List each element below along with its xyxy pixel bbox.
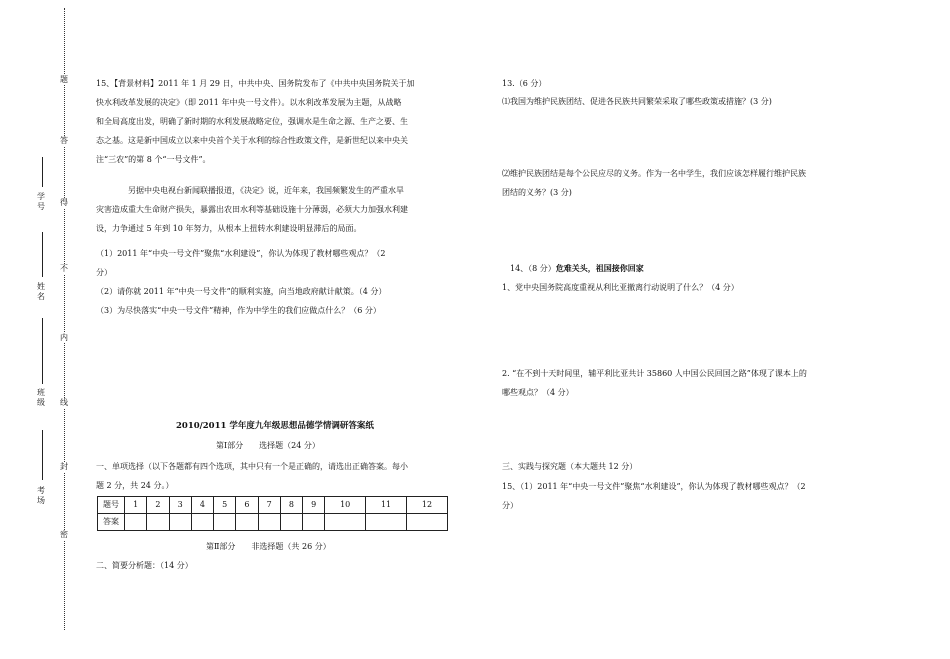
right-q15-line-1: 15、（1）2011 年“中央一号文件”聚焦“水利建设”，你认为体现了教材哪些观点？（2 — [502, 482, 806, 491]
answer-table — [97, 496, 448, 531]
q14-part-1: 1、党中央国务院高度重视从利比亚撤离行动说明了什么？（4 分） — [502, 283, 739, 292]
student-id-label: 学号 — [37, 192, 45, 211]
answer-cell[interactable] — [214, 514, 236, 531]
q15-background — [96, 74, 415, 169]
single-choice-instructions — [96, 457, 408, 495]
answer-cell[interactable] — [125, 514, 147, 531]
table-number-cell: 10 — [325, 497, 366, 514]
answer-cell[interactable] — [366, 514, 407, 531]
q15-line-4: 态之基。这是新中国成立以来中央首个关于水利的综合性政策文件，是新世纪以来中央关 — [96, 136, 408, 145]
table-row-answers — [98, 514, 448, 531]
table-number-cell: 12 — [406, 497, 447, 514]
seal-char-xian: 线 — [60, 398, 68, 407]
right-q15 — [502, 477, 806, 515]
section-3-heading: 三、实践与探究题（本大题共 12 分） — [502, 462, 638, 471]
q15-line-5: 注“三农”的第 8 个“一号文件”。 — [96, 155, 211, 164]
seal-char-feng: 封 — [60, 462, 68, 471]
q15-sub-3: （3）为尽快落实“中央一号文件”精神，作为中学生的我们应做点什么？（6 分） — [96, 306, 381, 315]
answer-cell[interactable] — [169, 514, 191, 531]
q13-title: 13.（6 分） — [502, 79, 547, 88]
single-choice-line-1: 一、单项选择（以下各题都有四个选项，其中只有一个是正确的，请选出正确答案。每小 — [96, 462, 408, 471]
right-q15-line-2: 分） — [502, 501, 518, 510]
q15-line-3: 和全局高度出发，明确了新时期的水利发展战略定位，强调水是生命之源、生产之要、生 — [96, 117, 408, 126]
class-label: 班级 — [37, 388, 45, 407]
answer-cell[interactable] — [258, 514, 280, 531]
answer-cell[interactable] — [280, 514, 302, 531]
q13-part-2-line-2: 团结的义务？(3 分) — [502, 188, 572, 197]
q14-prefix: 14、（8 分） — [510, 264, 556, 273]
table-number-cell: 8 — [280, 497, 302, 514]
exam-room-label: 考场 — [37, 486, 45, 505]
table-number-cell: 5 — [214, 497, 236, 514]
table-head-cell: 题号 — [98, 497, 125, 514]
q13-part-2-line-1: ⑵维护民族团结是每个公民应尽的义务。作为一名中学生，我们应该怎样履行维护民族 — [502, 169, 806, 178]
seal-char-da: 答 — [60, 136, 68, 145]
table-number-cell: 6 — [236, 497, 258, 514]
table-number-cell: 4 — [191, 497, 213, 514]
q14-part-2-line-1: 2. “在不到十天时间里，辅平利比亚共计 35860 人中国公民回国之路”体现了课本上的 — [502, 369, 807, 378]
table-number-cell: 9 — [303, 497, 325, 514]
single-choice-line-2: 题 2 分，共 24 分。） — [96, 481, 174, 490]
q15-p2-line-2: 灾害造成重大生命财产损失，暴露出农田水利等基础设施十分薄弱，必须大力加强水利建 — [96, 205, 408, 214]
q15-sub-1-cont: 分） — [96, 268, 112, 277]
part-2-heading: 第Ⅱ部分 非选择题（共 26 分） — [206, 542, 331, 551]
answer-sheet-title: 2010/2011 学年度九年级思想品德学情调研答案纸 — [176, 421, 374, 431]
class-line — [42, 318, 43, 384]
q13-part-1: ⑴我国为维护民族团结、促进各民族共同繁荣采取了哪些政策或措施？(3 分) — [502, 97, 772, 106]
name-label: 姓名 — [37, 282, 45, 301]
q14-part-2 — [502, 364, 807, 402]
q15-paragraph-2 — [96, 181, 408, 238]
q14-heading — [510, 264, 644, 274]
q15-subquestions — [96, 244, 386, 320]
table-number-cell: 11 — [366, 497, 407, 514]
answer-cell[interactable] — [191, 514, 213, 531]
table-number-cell: 3 — [169, 497, 191, 514]
table-answer-label: 答案 — [98, 514, 125, 531]
student-id-line — [42, 157, 43, 187]
part-1-heading: 第Ⅰ部分 选择题（24 分） — [216, 441, 320, 450]
table-number-cell: 1 — [125, 497, 147, 514]
q15-line-2: 快水利改革发展的决定》（即 2011 年中央一号文件）。以水利改革发展为主题，从战略 — [96, 98, 402, 107]
seal-char-de: 得 — [60, 198, 68, 207]
short-analysis-heading: 二、简要分析题：（14 分） — [96, 561, 193, 570]
q15-sub-2: （2）请你就 2011 年“中央一号文件”的顺利实施，向当地政府献计献策。（4 分） — [96, 287, 387, 296]
exam-room-line — [42, 430, 43, 480]
seal-char-ti: 题 — [60, 75, 68, 84]
q14-title: 危难关头，祖国接你回家 — [555, 263, 644, 273]
answer-cell[interactable] — [147, 514, 169, 531]
q15-sub-1: （1）2011 年“中央一号文件”聚焦“水利建设”，你认为体现了教材哪些观点？（2 — [96, 249, 386, 258]
q13-part-2 — [502, 164, 806, 202]
answer-cell[interactable] — [303, 514, 325, 531]
table-number-cell: 7 — [258, 497, 280, 514]
q15-p2-line-3: 设，力争通过 5 年到 10 年努力，从根本上扭转水利建设明显滞后的局面。 — [96, 224, 362, 233]
q15-line-1: 15、【背景材料】2011 年 1 月 29 日，中共中央、国务院发布了《中共中央国务院关于加 — [96, 79, 415, 88]
answer-cell[interactable] — [236, 514, 258, 531]
q15-p2-line-1: 另据中央电视台新闻联播报道，《决定》说，近年来，我国频繁发生的严重水旱 — [128, 186, 404, 195]
answer-cell[interactable] — [325, 514, 366, 531]
seal-char-mi: 密 — [60, 530, 68, 539]
table-row-numbers — [98, 497, 448, 514]
seal-char-nei: 内 — [60, 333, 68, 342]
answer-cell[interactable] — [406, 514, 447, 531]
name-line — [42, 232, 43, 277]
table-number-cell: 2 — [147, 497, 169, 514]
q14-part-2-line-2: 哪些观点？（4 分） — [502, 388, 574, 397]
seal-char-bu: 不 — [60, 264, 68, 273]
